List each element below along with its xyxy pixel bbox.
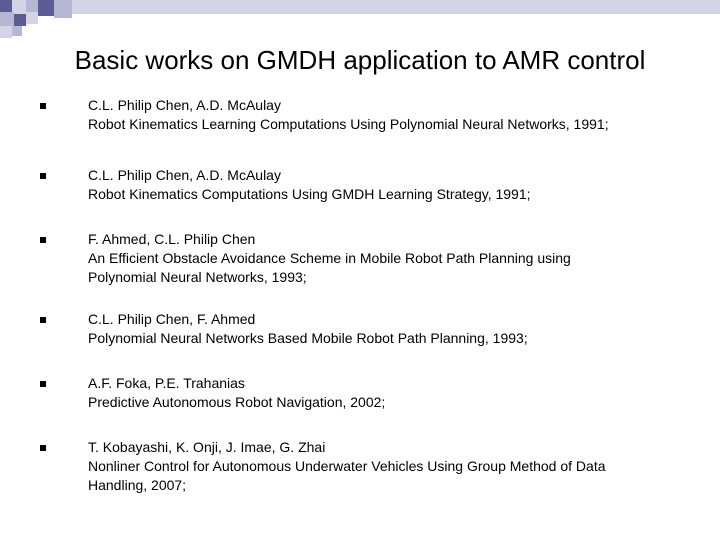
reference-authors: T. Kobayashi, K. Onji, J. Imae, G. Zhai — [88, 439, 326, 455]
slide-title: Basic works on GMDH application to AMR control — [74, 45, 646, 75]
reference-title: Handling, 2007; — [88, 477, 187, 493]
reference-text — [88, 438, 688, 495]
reference-title: Nonliner Control for Autonomous Underwater Vehicles Using Group Method of Data — [88, 458, 606, 474]
reference-text — [88, 96, 688, 134]
reference-authors: F. Ahmed, C.L. Philip Chen — [88, 231, 256, 247]
decorative-square — [26, 12, 38, 24]
bullet-square-icon — [40, 173, 46, 179]
reference-authors: C.L. Philip Chen, F. Ahmed — [88, 311, 256, 327]
reference-authors: A.F. Foka, P.E. Trahanias — [88, 375, 245, 391]
decorative-square — [12, 26, 22, 36]
reference-title: Predictive Autonomous Robot Navigation, 2002; — [88, 394, 386, 410]
decorative-square — [12, 0, 26, 14]
reference-authors: C.L. Philip Chen, A.D. McAulay — [88, 167, 281, 183]
bullet-square-icon — [40, 237, 46, 243]
bullet-square-icon — [40, 317, 46, 323]
decorative-square — [38, 0, 54, 16]
decorative-square — [72, 0, 720, 14]
reference-text — [88, 374, 688, 412]
reference-text — [88, 166, 688, 204]
decorative-square — [0, 0, 12, 12]
decorative-square — [54, 0, 72, 18]
reference-title: An Efficient Obstacle Avoidance Scheme in Mobile Robot Path Planning using — [88, 250, 571, 266]
bullet-square-icon — [40, 103, 46, 109]
decorative-square — [0, 26, 12, 38]
decorative-square — [0, 12, 14, 26]
reference-authors: C.L. Philip Chen, A.D. McAulay — [88, 97, 281, 113]
decorative-square — [26, 0, 38, 12]
decorative-square — [14, 14, 26, 26]
reference-title: Robot Kinematics Computations Using GMDH Learning Strategy, 1991; — [88, 186, 531, 202]
bullet-square-icon — [40, 445, 46, 451]
bullet-square-icon — [40, 381, 46, 387]
reference-title: Polynomial Neural Networks Based Mobile Robot Path Planning, 1993; — [88, 330, 528, 346]
reference-text — [88, 230, 688, 287]
reference-text — [88, 310, 688, 348]
decorative-squares — [0, 0, 720, 40]
reference-title: Polynomial Neural Networks, 1993; — [88, 269, 307, 285]
reference-title: Robot Kinematics Learning Computations Using Polynomial Neural Networks, 1991; — [88, 116, 609, 132]
